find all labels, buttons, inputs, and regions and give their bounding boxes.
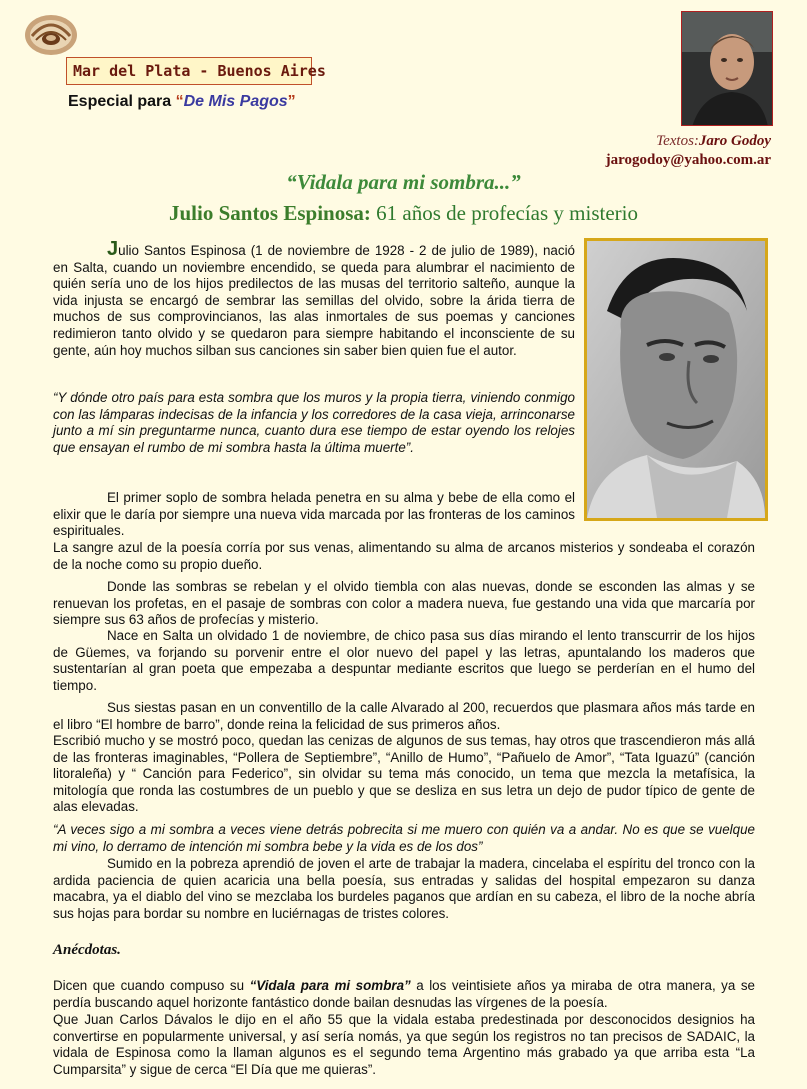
credits-label: Textos: <box>656 133 699 149</box>
author-email: jarogodoy@yahoo.com.ar <box>605 152 771 168</box>
paragraph-7: Escribió mucho y se mostró poco, quedan las cenizas de algunos de sus temas, hay otros que trascendieron más allá de las fronteras imaginables, “Pollera de Septiembre”, “Anillo de Humo”, “Pañuelo de Amor”, “Tata Iguazú” (canción litoraleña) y “ Canción para Federico”, sin olvidar su tema más conocido, un tema que mezcla la metafísica, la mitología que ronda las costumbres de un pueblo y que se desliza en sus letra un dejo de pudor típico de gente de alas elevadas. <box>53 733 755 815</box>
paragraph-4: Donde las sombras se rebelan y el olvido tiembla con alas nuevas, donde se esconden las almas y se renuevan los profetas, en el pasaje de sombras con color a madera nueva, fue gestando una vida que marcaría por siempre sus 63 años de profecías y misterio. <box>53 579 755 628</box>
subject-tagline: 61 años de profecías y misterio <box>370 201 638 225</box>
song-title: “Vidala para mi sombra” <box>249 978 411 993</box>
publication-logo <box>20 8 82 58</box>
paragraph-8: Sumido en la pobreza aprendió de joven el arte de trabajar la madera, cincelaba el espíritu del tronco con la ardida paciencia de quien acaricia una bella poesía, sus entradas y salidas del hospital empezaron su danza macabra, ya el diablo del vino se mezclaba los burdeles paganos que ardían en su cabeza, el libro de la noche abría sus hojas para bordar su nombre en luciérnagas de tristes colores. <box>53 856 755 921</box>
paragraph-intro-text: ulio Santos Espinosa (1 de noviembre de 1928 - 2 de julio de 1989), nació en Salta, cuando un noviembre encendido, se queda para alumbrar el nacimiento de quién sería uno de los hijos predilectos de las musas del territorio salteño, aunque la vida injusta se encargó de sembrar las semillas del olvido, sobre la árida tierra de muchos de sus comprovincianos, las alas inmortales de sus poemas y canciones redimieron tanto olvido y se quedaron para siempre habitando el inconsciente de su gente, aún hoy muchos silban sus canciones sin saber bien quien fue el autor. <box>53 243 575 358</box>
paragraph-3: La sangre azul de la poesía corría por sus venas, alimentando su alma de arcanos misterios y sondeaba el corazón de la noche como su propio dueño. <box>53 540 755 572</box>
article-subtitle <box>0 201 807 226</box>
paragraph-9-start: Dicen que cuando compuso su <box>53 978 250 993</box>
author-photo <box>681 11 773 126</box>
quote-2: “A veces sigo a mi sombra a veces viene detrás pobrecita si me muero con quién va a andar. No es que se vuelque mi vino, lo derramo de intención mi sombra bebe y la vida es de los dos” <box>53 822 755 854</box>
article-title: “Vidala para mi sombra...” <box>286 170 521 194</box>
paragraph-10: Que Juan Carlos Dávalos le dijo en el año 55 que la vidala estaba predestinada por desconocidos designios ha convertirse en popularmente universal, y así sería nomás, ya que según los registros no tan precisos de SADAIC, la vidala de Espinosa como la llaman algunos es el segundo tema Argentino más grabado ya que arriba esta “La Cumparsita” y sigue de cerca “El Día que me quieras”. <box>53 1012 755 1077</box>
paragraph-9 <box>53 978 755 1011</box>
publication-name: De Mis Pagos <box>183 93 288 110</box>
subject-photo <box>584 238 768 521</box>
paragraph-2: El primer soplo de sombra helada penetra en su alma y bebe de ella como el elixir que le daría por siempre una nueva vida marcada por las fronteras de los caminos espirituales. <box>53 490 575 539</box>
special-line <box>68 93 296 111</box>
anecdotes-heading: Anécdotas. <box>53 942 121 958</box>
dropcap-letter: J <box>107 238 119 260</box>
paragraph-intro <box>53 238 575 359</box>
credits <box>606 132 771 170</box>
author-name: Jaro Godoy <box>698 133 771 149</box>
paragraph-9-end: a los veintisiete años ya miraba de otra manera, ya se perdía buscando aquel horizonte fantástico donde bailan desnudas las vírgenes de la poesía. <box>53 978 755 1010</box>
location-box <box>66 57 326 85</box>
paragraph-6: Sus siestas pasan en un conventillo de la calle Alvarado al 200, recuerdos que plasmara años más tarde en el libro “El hombre de barro”, donde reina la felicidad de sus primeros años. <box>53 700 755 732</box>
paragraph-5: Nace en Salta un olvidado 1 de noviembre, de chico pasa sus días mirando el lento transcurrir de los hijos de Güemes, va forjando su porvenir entre el olor nuevo del papel y las letras, apuntalando los maderos que sustentarían al gran poeta que empezaba a despuntar mediante escritos que luego se perderían en el humo del tiempo. <box>53 628 755 693</box>
special-close-quote: ” <box>287 93 296 110</box>
location-label: Mar del Plata - Buenos Aires <box>73 62 326 80</box>
special-open-quote: “ <box>175 93 184 110</box>
quote-1: “Y dónde otro país para esta sombra que los muros y la propia tierra, viniendo conmigo con las lámparas indecisas de la infancia y los corredores de la casa vieja, arrinconarse junto a mí sin preguntarme nunca, cuanto dura ese tiempo de estar oyendo los relojes que ensayan el rumbo de mi sombra hasta la última muerte”. <box>53 390 575 455</box>
subject-name: Julio Santos Espinosa: <box>168 201 371 225</box>
special-prefix: Especial para <box>68 93 176 110</box>
